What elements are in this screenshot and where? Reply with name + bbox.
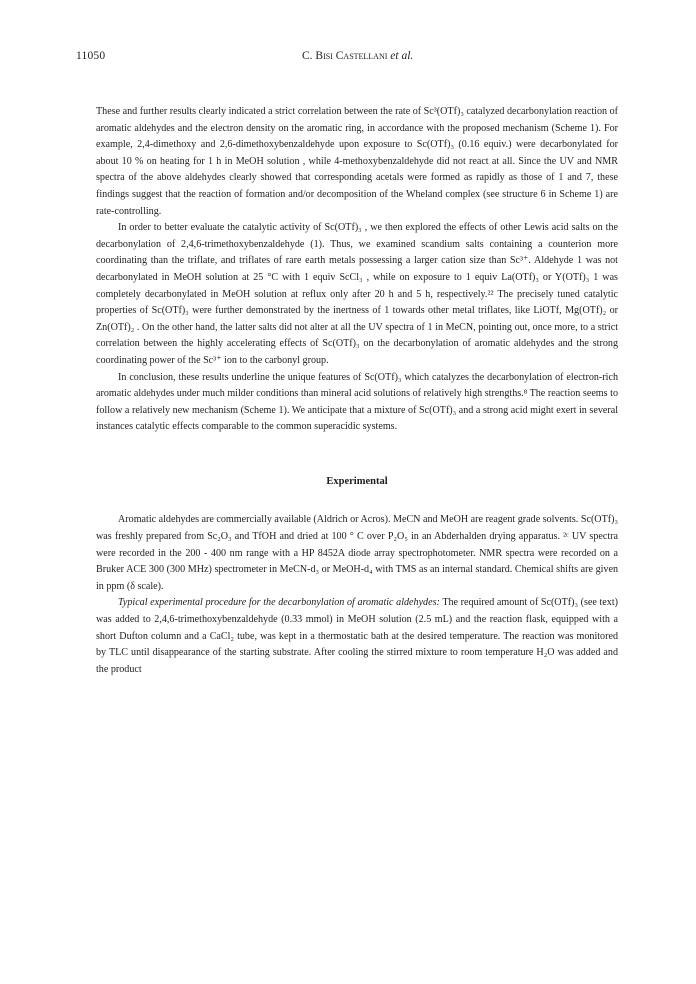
section-heading-experimental: Experimental — [326, 475, 388, 487]
article-body — [96, 104, 618, 678]
paragraph-conclusion: In conclusion, these results underline the unique features of Sc(OTf)₃ which catalyzes the decarbonylation of electron-rich aromatic aldehydes under much milder conditions than mineral acid solutions of relatively high strengths.⁸ The reaction seems to follow a relatively new mechanism (Scheme 1). We anticipate that a mixture of Sc(OTf)₃ and a strong acid might exert in several instances catalytic effects comparable to the common superacidic systems. — [96, 371, 618, 433]
procedure-lead: Typical experimental procedure for the decarbonylation of aromatic aldehydes: — [118, 597, 440, 609]
page-number: 11050 — [76, 50, 106, 62]
procedure-text: The required amount of Sc(OTf)₃ (see text) was added to 2,4,6-trimethoxybenzaldehyde (0.33 mmol) in MeOH solution (2.5 mL) and the reaction flask, equipped with a short Dufton column and a CaCl₂ tube, was kept in a thermostatic bath at the desired temperature. The reaction was monitored by TLC until disappearance of the starting substrate. After cooling the stirred mixture to room temperature H₂O was added and the product — [96, 597, 618, 675]
paragraph-results: These and further results clearly indicated a strict correlation between the rate of Sc³(OTf)₃ catalyzed decarbonylation reaction of aromatic aldehydes and the electron density on the aromatic ring, in accordance with the proposed mechanism (Scheme 1). For example, 2,4-dimethoxy and 2,6-dimethoxybenzaldehyde upon exposure to Sc(OTf)₃ (0.16 equiv.) were decarbonylated for about 10 % on heating for 1 h in MeOH solution , while 4-methoxybenzaldehyde did not react at all. Since the UV and NMR spectra of the above aldehydes clearly showed that corresponding acetals were formed as rapidly as those of 1 and 7, these findings suggest that the reaction of formation and/or decomposition of the Wheland complex (see structure 6 in Scheme 1) are rate-controlling. — [96, 106, 618, 217]
running-head-author: C. Bisi Castellani — [302, 50, 388, 62]
paragraph-lewis-acids: In order to better evaluate the catalytic activity of Sc(OTf)₃ , we then explored the effects of other Lewis acid salts on the decarbonylation of 2,4,6-trimethoxybenzaldehyde (1). Thus, we examined scandium salts containing a counterion more coordinating than the triflate, and triflates of rare earth metals possessing a larger cation size than Sc³⁺. Aldehyde 1 was not decarbonylated in MeOH solution at 25 °C with 1 equiv ScCl₃ , while on exposure to 1 equiv La(OTf)₃ or Y(OTf)₃ 1 was completely decarbonylated in MeOH solution at reflux only after 20 h and 5 h, respectively.²² The precisely tuned catalytic properties of Sc(OTf)₃ were further demonstrated by the inertness of 1 towards other metal triflates, like LiOTf, Mg(OTf)₂ or Zn(OTf)₂ . On the other hand, the latter salts did not alter at all the UV spectra of 1 in MeCN, pointing out, once more, to a strict correlation between the highly accelerating effects of Sc(OTf)₃ on the decarbonylation of aromatic aldehydes and the strong coordinating power of the Sc³⁺ ion to the carbonyl group. — [96, 222, 618, 366]
running-head — [302, 50, 413, 62]
paragraph-procedure — [96, 595, 618, 678]
running-head-etal: et al. — [390, 50, 414, 62]
paragraph-materials: Aromatic aldehydes are commercially available (Aldrich or Acros). MeCN and MeOH are reagent grade solvents. Sc(OTf)₃ was freshly prepared from Sc₂O₃ and TfOH and dried at 100 ° C over P₂O₅ in an Abderhalden drying apparatus. ²ᶜ UV spectra were recorded in the 200 - 400 nm range with a HP 8452A diode array spectrophotometer. NMR spectra were recorded on a Bruker ACE 300 (300 MHz) spectrometer in MeCN-d₃ or MeOH-d₄ with TMS as an internal standard. Chemical shifts are given in ppm (δ scale). — [96, 514, 618, 592]
